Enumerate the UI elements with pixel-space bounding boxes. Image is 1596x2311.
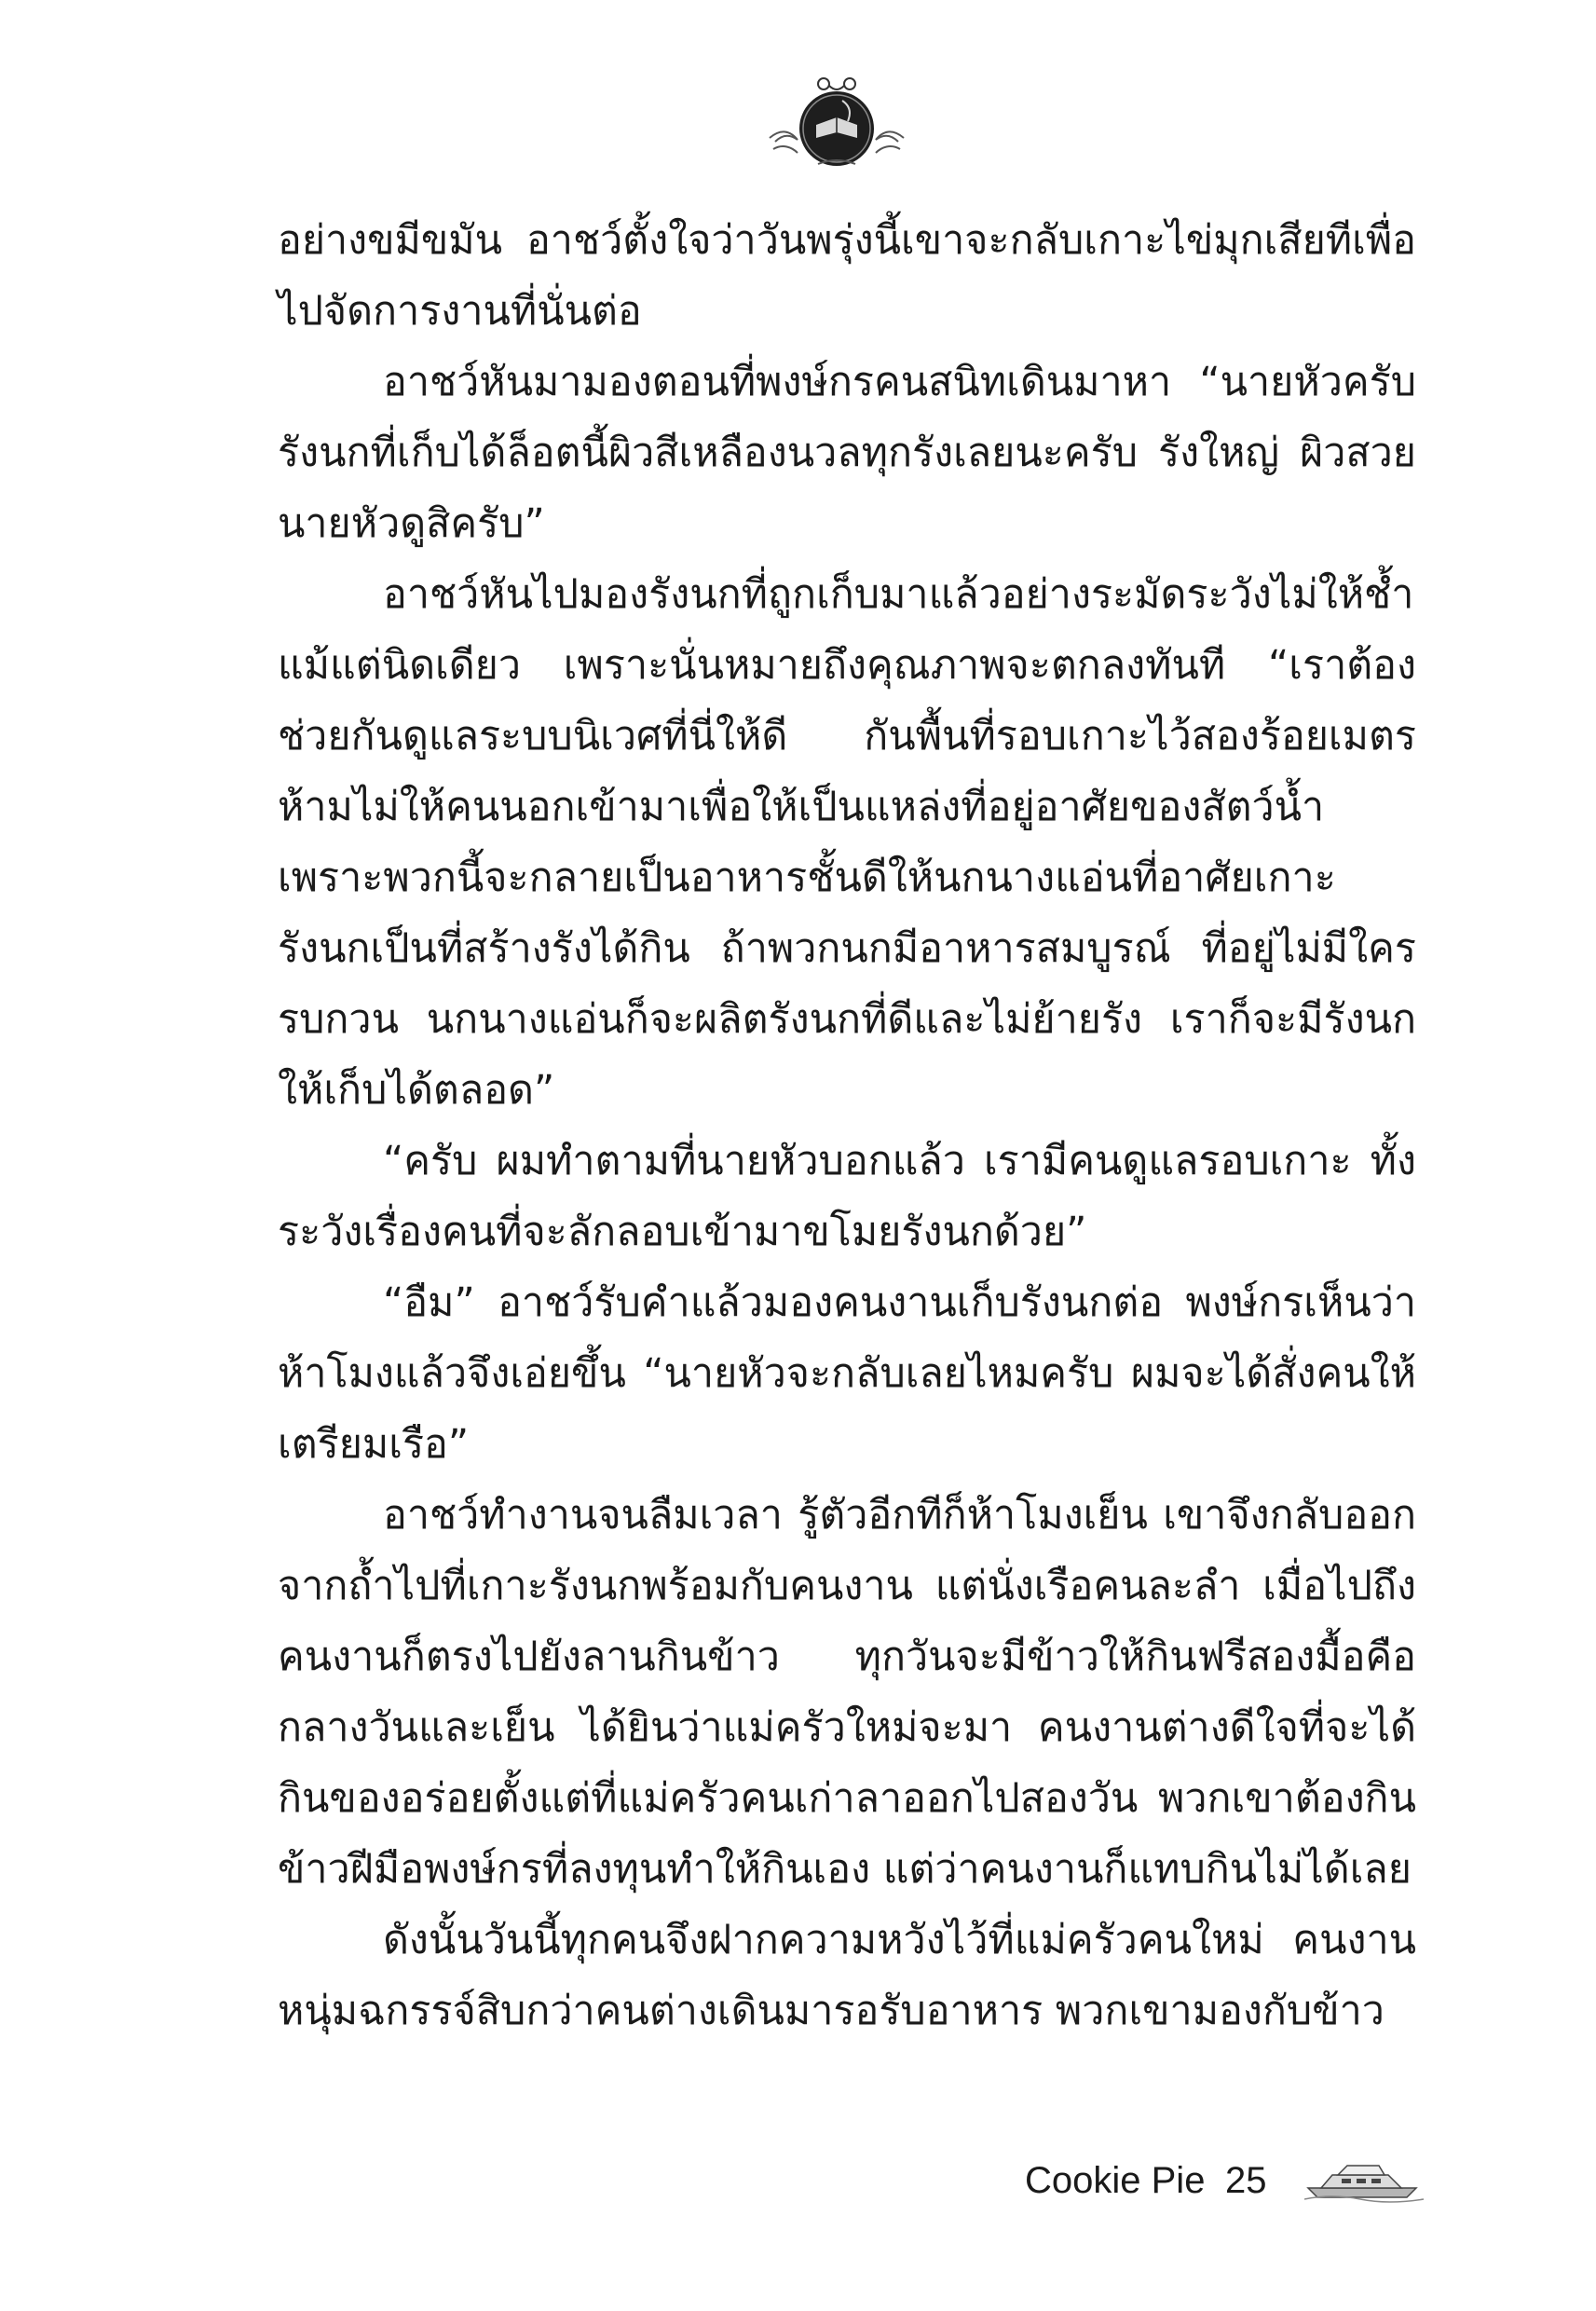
paragraph: อาชว์หันมามองตอนที่พงษ์กรคนสนิทเดินมาหา “นายหัวครับ รังนกที่เก็บได้ล็อตนี้ผิวสีเหลืองนวลทุกรังเลยนะครับ รังใหญ่ ผิวสวย นายหัวดูสิครับ” xyxy=(278,359,1416,547)
paragraph: ดังนั้นวันนี้ทุกคนจึงฝากความหวังไว้ที่แม่ครัวคนใหม่ คนงานหนุ่มฉกรรจ์สิบกว่าคนต่างเดินมารอรับอาหาร พวกเขามองกับข้าว xyxy=(278,1917,1416,2034)
paragraph: “ครับ ผมทำตามที่นายหัวบอกแล้ว เรามีคนดูแลรอบเกาะ ทั้งระวังเรื่องคนที่จะลักลอบเข้ามาขโมยรังนกด้วย” xyxy=(278,1138,1416,1255)
footer-title: Cookie Pie xyxy=(1025,2160,1206,2201)
paragraph: “อืม” อาชว์รับคำแล้วมองคนงานเก็บรังนกต่อ พงษ์กรเห็นว่าห้าโมงแล้วจึงเอ่ยขึ้น “นายหัวจะกลับเลยไหมครับ ผมจะได้สั่งคนให้เตรียมเรือ” xyxy=(278,1279,1416,1468)
page-body xyxy=(278,205,1416,2046)
paragraph: อาชว์หันไปมองรังนกที่ถูกเก็บมาแล้วอย่างระมัดระวังไม่ให้ช้ำแม้แต่นิดเดียว เพราะนั่นหมายถึงคุณภาพจะตกลงทันที “เราต้องช่วยกันดูแลระบบนิเวศที่นี่ให้ดี กันพื้นที่รอบเกาะไว้สองร้อยเมตรห้ามไม่ให้คนนอกเข้ามาเพื่อให้เป็นแหล่งที่อยู่อาศัยของสัตว์น้ำเพราะพวกนี้จะกลายเป็นอาหารชั้นดีให้นกนางแอ่นที่อาศัยเกาะรังนกเป็นที่สร้างรังได้กิน ถ้าพวกนกมีอาหารสมบูรณ์ ที่อยู่ไม่มีใครรบกวน นกนางแอ่นก็จะผลิตรังนกที่ดีและไม่ย้ายรัง เราก็จะมีรังนกให้เก็บได้ตลอด” xyxy=(278,571,1416,1114)
yacht-icon xyxy=(1304,2156,1425,2203)
paragraph: อย่างขมีขมัน อาชว์ตั้งใจว่าวันพรุ่งนี้เขาจะกลับเกาะไข่มุกเสียทีเพื่อไปจัดการงานที่นั่นต่อ xyxy=(278,217,1416,335)
page-footer xyxy=(0,2143,1596,2227)
paragraph: อาชว์ทำงานจนลืมเวลา รู้ตัวอีกทีก็ห้าโมงเย็น เขาจึงกลับออกจากถ้ำไปที่เกาะรังนกพร้อมกับคนงาน แต่นั่งเรือคนละลำ เมื่อไปถึงคนงานก็ตรงไปยังลานกินข้าว ทุกวันจะมีข้าวให้กินฟรีสองมื้อคือกลางวันและเย็น ได้ยินว่าแม่ครัวใหม่จะมา คนงานต่างดีใจที่จะได้กินของอร่อยตั้งแต่ที่แม่ครัวคนเก่าลาออกไปสองวัน พวกเขาต้องกินข้าวฝีมือพงษ์กรที่ลงทุนทำให้กินเอง แต่ว่าคนงานก็แทบกินไม่ได้เลย xyxy=(278,1492,1416,1893)
page-number: 25 xyxy=(1225,2160,1267,2201)
